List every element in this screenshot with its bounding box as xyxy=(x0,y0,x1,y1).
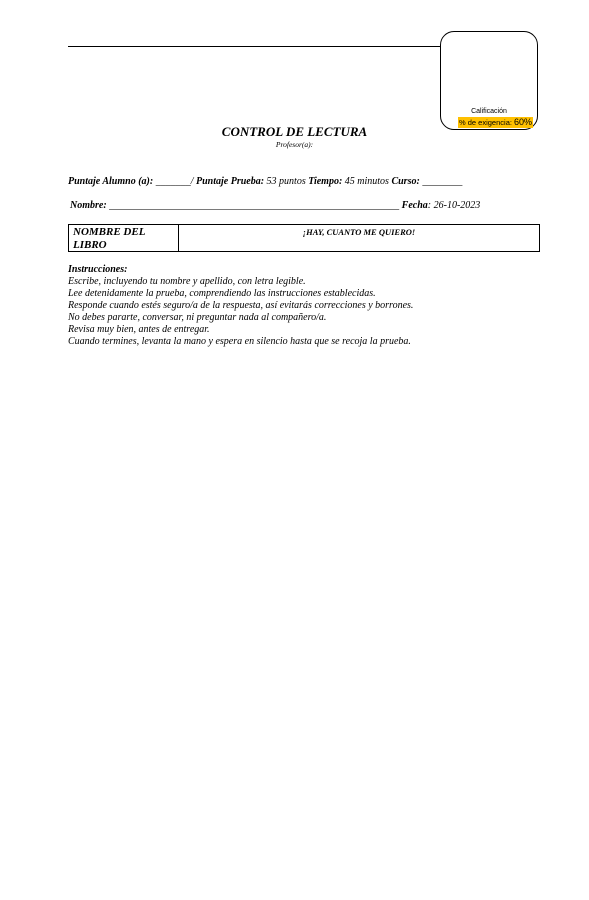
instructions xyxy=(68,264,538,348)
header-rule xyxy=(68,46,440,47)
score-row xyxy=(68,176,462,187)
instruction-line: Cuando termines, levanta la mano y espera en silencio hasta que se recoja la prueba. xyxy=(68,336,411,347)
instructions-heading: Instrucciones: xyxy=(68,264,128,275)
grade-requirement-value: 60% xyxy=(514,117,533,127)
book-table xyxy=(68,224,540,252)
test-score-label: Puntaje Prueba: xyxy=(195,176,265,187)
name-row xyxy=(70,200,480,211)
name-blank: __________________________________________________________ xyxy=(106,200,402,211)
instruction-line: Revisa muy bien, antes de entregar. xyxy=(68,324,210,335)
grade-label: Calificación xyxy=(471,108,507,115)
time-label: Tiempo: xyxy=(308,176,343,187)
teacher-label: Profesor(a): xyxy=(275,140,314,149)
instruction-line: Responde cuando estés seguro/a de la respuesta, así evitarás correcciones y borrones. xyxy=(68,300,414,311)
date-label: Fecha xyxy=(401,200,428,211)
instruction-line: No debes pararte, conversar, ni preguntar nada al compañero/a. xyxy=(68,312,327,323)
grade-requirement-label: % de exigencia: xyxy=(459,118,515,127)
name-label: Nombre: xyxy=(70,200,107,211)
book-title: ¡HAY, CUANTO ME QUIERO! xyxy=(302,227,416,237)
page-title: CONTROL DE LECTURA xyxy=(221,124,368,139)
time-value: 45 minutos xyxy=(342,176,392,187)
grade-box xyxy=(440,31,538,130)
course-blank: ________ xyxy=(419,176,463,187)
date-value: : 26-10-2023 xyxy=(427,200,481,211)
student-score-blank: _______/ xyxy=(153,176,196,187)
book-label: NOMBRE DEL LIBRO xyxy=(69,225,179,251)
instruction-line: Escribe, incluyendo tu nombre y apellido, con letra legible. xyxy=(68,276,306,287)
test-score-value: 53 puntos xyxy=(264,176,309,187)
instruction-line: Lee detenidamente la prueba, comprendiendo las instrucciones establecidas. xyxy=(68,288,376,299)
student-score-label: Puntaje Alumno (a): xyxy=(68,176,154,187)
course-label: Curso: xyxy=(391,176,420,187)
